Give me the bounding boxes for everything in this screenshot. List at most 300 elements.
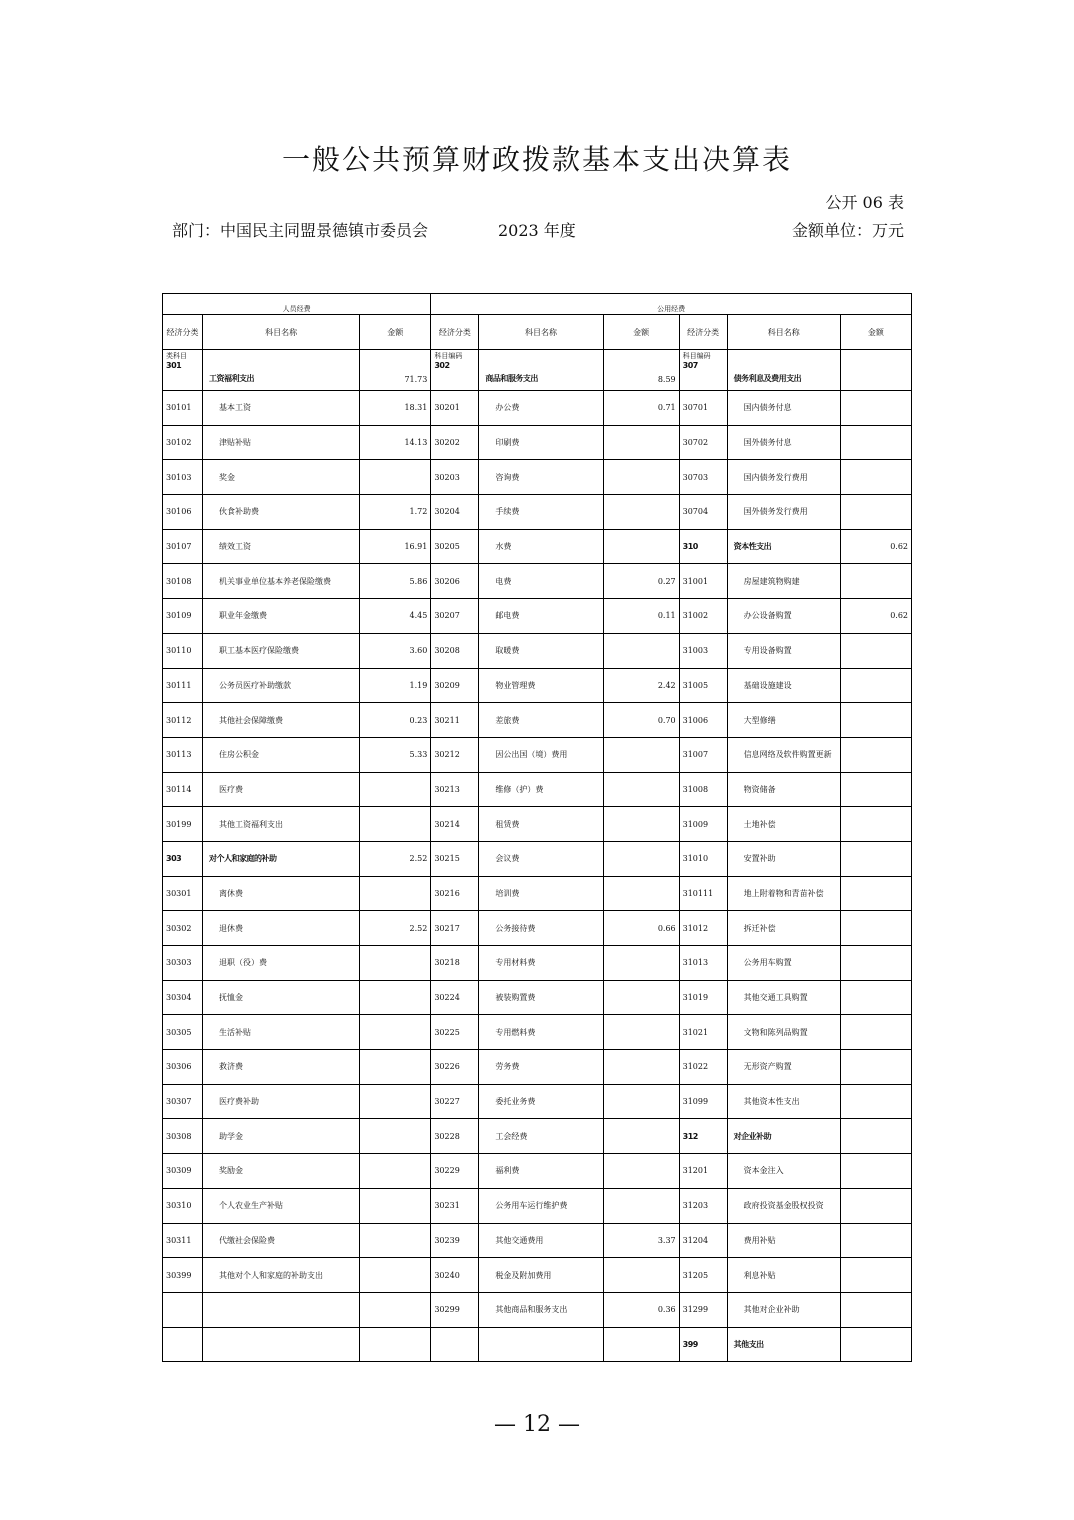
row-code-label: 科目编码 bbox=[434, 352, 463, 360]
header-amount: 金额 bbox=[840, 315, 911, 350]
row-name: 医疗费补助 bbox=[203, 1084, 360, 1119]
row-code-value: 302 bbox=[434, 361, 450, 370]
row-code-value: 31013 bbox=[682, 958, 709, 968]
row-name: 利息补贴 bbox=[727, 1258, 840, 1293]
row-code-value: 30113 bbox=[166, 750, 192, 760]
row-code-value: 30207 bbox=[434, 611, 460, 621]
row-code-value: 312 bbox=[682, 1131, 698, 1141]
row-code bbox=[679, 911, 727, 946]
row-code-value: 30701 bbox=[682, 403, 709, 413]
row-code bbox=[431, 1084, 479, 1119]
row-amount: 3.37 bbox=[603, 1223, 679, 1258]
row-code bbox=[163, 391, 203, 426]
row-code-value: 31203 bbox=[682, 1201, 709, 1211]
row-amount bbox=[840, 1188, 911, 1223]
row-name: 津贴补贴 bbox=[203, 425, 360, 460]
row-name: 其他对个人和家庭的补助支出 bbox=[203, 1258, 360, 1293]
row-code-value: 30309 bbox=[166, 1166, 192, 1176]
row-code bbox=[431, 1154, 479, 1189]
table-row bbox=[163, 425, 912, 460]
row-code-value: 30214 bbox=[434, 819, 460, 829]
row-name bbox=[479, 1327, 603, 1362]
row-amount bbox=[840, 350, 911, 391]
row-amount: 5.86 bbox=[360, 564, 431, 599]
row-code-value: 399 bbox=[682, 1339, 698, 1349]
row-code-value: 30107 bbox=[166, 542, 192, 552]
row-code-value: 30215 bbox=[434, 854, 460, 864]
row-code-value: 30304 bbox=[166, 993, 192, 1003]
row-amount bbox=[603, 1327, 679, 1362]
row-code-value: 31019 bbox=[682, 993, 709, 1003]
table-row bbox=[163, 1154, 912, 1189]
row-code bbox=[679, 841, 727, 876]
row-name: 专用设备购置 bbox=[727, 633, 840, 668]
row-code bbox=[431, 599, 479, 634]
row-name: 伙食补助费 bbox=[203, 495, 360, 530]
row-code bbox=[431, 564, 479, 599]
row-amount: 0.71 bbox=[603, 391, 679, 426]
row-code-value: 30231 bbox=[434, 1201, 460, 1211]
row-code-value: 303 bbox=[166, 854, 182, 864]
row-code-value: 30111 bbox=[166, 680, 192, 690]
row-code-value: 30305 bbox=[166, 1027, 192, 1037]
header-amount: 金额 bbox=[603, 315, 679, 350]
row-code-label: 类科目 bbox=[166, 352, 187, 360]
row-code bbox=[163, 807, 203, 842]
row-code-value: 30213 bbox=[434, 784, 460, 794]
header-name: 科目名称 bbox=[203, 315, 360, 350]
row-amount bbox=[840, 460, 911, 495]
header-name: 科目名称 bbox=[727, 315, 840, 350]
page-number: — 12 — bbox=[494, 1412, 580, 1437]
row-code-value: 30303 bbox=[166, 958, 192, 968]
row-code bbox=[431, 1292, 479, 1327]
row-name bbox=[203, 1292, 360, 1327]
row-name: 政府投资基金股权投资 bbox=[727, 1188, 840, 1223]
row-name: 物业管理费 bbox=[479, 668, 603, 703]
row-code bbox=[679, 703, 727, 738]
row-code-value: 30310 bbox=[166, 1201, 192, 1211]
row-code bbox=[679, 1015, 727, 1050]
table-row bbox=[163, 668, 912, 703]
row-name: 费用补贴 bbox=[727, 1223, 840, 1258]
row-code bbox=[163, 529, 203, 564]
row-code bbox=[679, 980, 727, 1015]
row-code-value: 31021 bbox=[682, 1027, 709, 1037]
row-amount bbox=[360, 807, 431, 842]
row-amount bbox=[840, 737, 911, 772]
table-row bbox=[163, 1015, 912, 1050]
table-row bbox=[163, 1050, 912, 1085]
row-code bbox=[431, 1223, 479, 1258]
header-code: 经济分类 bbox=[163, 315, 203, 350]
form-number: 公开 06 表 bbox=[825, 193, 904, 212]
table-row bbox=[163, 737, 912, 772]
row-name: 地上附着物和青苗补偿 bbox=[727, 876, 840, 911]
row-name: 抚恤金 bbox=[203, 980, 360, 1015]
row-name: 工会经费 bbox=[479, 1119, 603, 1154]
row-name: 生活补贴 bbox=[203, 1015, 360, 1050]
row-code bbox=[431, 841, 479, 876]
row-code bbox=[431, 980, 479, 1015]
row-amount bbox=[840, 1050, 911, 1085]
table-row bbox=[163, 1188, 912, 1223]
row-amount bbox=[840, 1223, 911, 1258]
row-code bbox=[163, 841, 203, 876]
row-code-value: 31204 bbox=[682, 1235, 709, 1245]
row-code-value: 30217 bbox=[434, 923, 460, 933]
row-amount bbox=[360, 1015, 431, 1050]
row-name: 租赁费 bbox=[479, 807, 603, 842]
row-amount: 1.19 bbox=[360, 668, 431, 703]
row-amount bbox=[840, 946, 911, 981]
row-code bbox=[431, 1258, 479, 1293]
row-amount bbox=[360, 1050, 431, 1085]
row-name: 办公设备购置 bbox=[727, 599, 840, 634]
row-code-value: 30218 bbox=[434, 958, 460, 968]
table-row bbox=[163, 564, 912, 599]
row-name: 土地补偿 bbox=[727, 807, 840, 842]
row-name: 差旅费 bbox=[479, 703, 603, 738]
row-amount bbox=[360, 980, 431, 1015]
row-code-value: 30201 bbox=[434, 403, 460, 413]
row-amount bbox=[603, 772, 679, 807]
row-amount bbox=[360, 1292, 431, 1327]
row-name: 其他对企业补助 bbox=[727, 1292, 840, 1327]
row-code bbox=[679, 529, 727, 564]
row-name: 医疗费 bbox=[203, 772, 360, 807]
row-amount bbox=[603, 425, 679, 460]
table-row bbox=[163, 633, 912, 668]
row-amount: 1.72 bbox=[360, 495, 431, 530]
budget-table bbox=[162, 293, 912, 1362]
row-name: 公务员医疗补助缴款 bbox=[203, 668, 360, 703]
row-name: 房屋建筑物购建 bbox=[727, 564, 840, 599]
row-name: 助学金 bbox=[203, 1119, 360, 1154]
row-code bbox=[163, 425, 203, 460]
row-code-value: 31001 bbox=[682, 576, 709, 586]
row-code-value: 30203 bbox=[434, 472, 460, 482]
row-code-value: 30306 bbox=[166, 1062, 192, 1072]
row-amount bbox=[360, 1119, 431, 1154]
row-amount bbox=[840, 633, 911, 668]
row-name: 其他支出 bbox=[727, 1327, 840, 1362]
row-amount bbox=[360, 1327, 431, 1362]
table-row bbox=[163, 807, 912, 842]
row-amount bbox=[840, 1292, 911, 1327]
row-name: 培训费 bbox=[479, 876, 603, 911]
row-amount bbox=[603, 1084, 679, 1119]
row-amount: 0.70 bbox=[603, 703, 679, 738]
row-name: 其他交通工具购置 bbox=[727, 980, 840, 1015]
row-code bbox=[431, 703, 479, 738]
row-amount bbox=[840, 980, 911, 1015]
table-row bbox=[163, 529, 912, 564]
table-row bbox=[163, 350, 912, 391]
row-code bbox=[163, 668, 203, 703]
row-code-value: 31201 bbox=[682, 1166, 709, 1176]
row-code bbox=[431, 425, 479, 460]
row-code-value: 30216 bbox=[434, 888, 460, 898]
row-code-value: 30101 bbox=[166, 403, 192, 413]
row-amount bbox=[603, 807, 679, 842]
row-code-value: 30199 bbox=[166, 819, 192, 829]
row-code bbox=[163, 1119, 203, 1154]
row-code-value: 30103 bbox=[166, 472, 192, 482]
row-amount bbox=[840, 1327, 911, 1362]
row-amount bbox=[840, 1015, 911, 1050]
row-code bbox=[679, 599, 727, 634]
row-code-value: 31009 bbox=[682, 819, 709, 829]
row-code bbox=[163, 1015, 203, 1050]
row-name: 维修（护）费 bbox=[479, 772, 603, 807]
row-code-value: 30227 bbox=[434, 1097, 460, 1107]
row-code-value: 30399 bbox=[166, 1270, 192, 1280]
row-name: 办公费 bbox=[479, 391, 603, 426]
row-amount bbox=[360, 1223, 431, 1258]
row-code bbox=[163, 946, 203, 981]
row-code bbox=[431, 1015, 479, 1050]
row-name: 安置补助 bbox=[727, 841, 840, 876]
row-code bbox=[431, 737, 479, 772]
row-code bbox=[679, 350, 727, 391]
row-amount bbox=[840, 1084, 911, 1119]
year-label: 2023 年度 bbox=[498, 221, 576, 240]
row-code-value: 30106 bbox=[166, 507, 192, 517]
row-amount: 0.66 bbox=[603, 911, 679, 946]
row-amount bbox=[360, 1188, 431, 1223]
row-amount bbox=[840, 807, 911, 842]
row-code bbox=[679, 737, 727, 772]
row-code-value: 30311 bbox=[166, 1235, 192, 1245]
header-name: 科目名称 bbox=[479, 315, 603, 350]
table-row bbox=[163, 1327, 912, 1362]
row-code-value: 310111 bbox=[682, 888, 714, 898]
row-amount bbox=[360, 772, 431, 807]
row-name: 公务用车购置 bbox=[727, 946, 840, 981]
table-row bbox=[163, 946, 912, 981]
row-amount bbox=[603, 1015, 679, 1050]
row-code-value: 30102 bbox=[166, 438, 192, 448]
row-name: 工资福利支出 bbox=[203, 350, 360, 391]
row-code-value: 30225 bbox=[434, 1027, 460, 1037]
row-name: 被装购置费 bbox=[479, 980, 603, 1015]
row-code bbox=[679, 1258, 727, 1293]
row-name: 其他工资福利支出 bbox=[203, 807, 360, 842]
row-code-value: 30302 bbox=[166, 923, 192, 933]
row-code-value: 30226 bbox=[434, 1062, 460, 1072]
header-code: 经济分类 bbox=[431, 315, 479, 350]
row-code-value: 31010 bbox=[682, 854, 709, 864]
row-code bbox=[679, 1119, 727, 1154]
row-code bbox=[679, 1050, 727, 1085]
row-code bbox=[431, 495, 479, 530]
row-amount bbox=[603, 841, 679, 876]
row-name: 国内债务发行费用 bbox=[727, 460, 840, 495]
row-code-value: 30114 bbox=[166, 784, 192, 794]
row-code-value: 30110 bbox=[166, 646, 192, 656]
row-amount bbox=[840, 772, 911, 807]
row-name: 公务接待费 bbox=[479, 911, 603, 946]
row-name: 对企业补助 bbox=[727, 1119, 840, 1154]
row-code bbox=[163, 460, 203, 495]
row-code bbox=[431, 911, 479, 946]
row-code bbox=[431, 633, 479, 668]
table-row bbox=[163, 391, 912, 426]
row-amount: 0.11 bbox=[603, 599, 679, 634]
row-amount bbox=[840, 876, 911, 911]
row-code bbox=[679, 1223, 727, 1258]
row-amount bbox=[603, 876, 679, 911]
row-code-value: 30209 bbox=[434, 680, 460, 690]
row-amount bbox=[840, 564, 911, 599]
row-amount bbox=[360, 1084, 431, 1119]
row-name: 资本性支出 bbox=[727, 529, 840, 564]
row-amount: 2.42 bbox=[603, 668, 679, 703]
row-code-value: 30240 bbox=[434, 1270, 460, 1280]
row-code-value: 31007 bbox=[682, 750, 709, 760]
row-name: 债务利息及费用支出 bbox=[727, 350, 840, 391]
row-code bbox=[163, 1050, 203, 1085]
row-code bbox=[431, 391, 479, 426]
row-name: 拆迁补偿 bbox=[727, 911, 840, 946]
row-name: 劳务费 bbox=[479, 1050, 603, 1085]
column-header-row bbox=[163, 315, 912, 350]
row-name: 印刷费 bbox=[479, 425, 603, 460]
row-code bbox=[431, 350, 479, 391]
row-name: 公务用车运行维护费 bbox=[479, 1188, 603, 1223]
row-code-value: 30301 bbox=[166, 888, 192, 898]
row-name: 对个人和家庭的补助 bbox=[203, 841, 360, 876]
row-code-value: 31022 bbox=[682, 1062, 709, 1072]
row-code bbox=[163, 737, 203, 772]
row-name: 手续费 bbox=[479, 495, 603, 530]
row-code bbox=[163, 980, 203, 1015]
row-name: 奖励金 bbox=[203, 1154, 360, 1189]
row-amount bbox=[840, 841, 911, 876]
row-code-value: 30239 bbox=[434, 1235, 460, 1245]
row-amount bbox=[360, 1258, 431, 1293]
row-amount bbox=[840, 1119, 911, 1154]
row-code bbox=[431, 1188, 479, 1223]
row-code-value: 30211 bbox=[434, 715, 460, 725]
row-name: 其他商品和服务支出 bbox=[479, 1292, 603, 1327]
row-code bbox=[679, 460, 727, 495]
row-amount bbox=[840, 495, 911, 530]
row-amount: 71.73 bbox=[360, 350, 431, 391]
row-code-value: 310 bbox=[682, 542, 698, 552]
row-code bbox=[679, 391, 727, 426]
row-amount: 2.52 bbox=[360, 841, 431, 876]
row-name: 代缴社会保险费 bbox=[203, 1223, 360, 1258]
table-row bbox=[163, 599, 912, 634]
row-code bbox=[679, 425, 727, 460]
row-amount bbox=[840, 425, 911, 460]
row-amount: 0.62 bbox=[840, 529, 911, 564]
row-name: 职工基本医疗保险缴费 bbox=[203, 633, 360, 668]
row-name: 水费 bbox=[479, 529, 603, 564]
row-amount bbox=[360, 876, 431, 911]
row-amount: 0.27 bbox=[603, 564, 679, 599]
row-name: 大型修缮 bbox=[727, 703, 840, 738]
row-code bbox=[679, 876, 727, 911]
row-name: 退休费 bbox=[203, 911, 360, 946]
row-code-value: 31003 bbox=[682, 646, 709, 656]
row-name: 基本工资 bbox=[203, 391, 360, 426]
row-code bbox=[679, 1084, 727, 1119]
row-code-value: 30702 bbox=[682, 438, 709, 448]
row-amount bbox=[603, 1050, 679, 1085]
row-amount: 18.31 bbox=[360, 391, 431, 426]
row-code bbox=[431, 460, 479, 495]
group-header-public: 公用经费 bbox=[431, 294, 912, 315]
table-row bbox=[163, 841, 912, 876]
table-row bbox=[163, 1223, 912, 1258]
group-header-personnel: 人员经费 bbox=[163, 294, 431, 315]
row-amount: 4.45 bbox=[360, 599, 431, 634]
row-name: 机关事业单位基本养老保险缴费 bbox=[203, 564, 360, 599]
row-code bbox=[679, 772, 727, 807]
table-row bbox=[163, 1084, 912, 1119]
row-code bbox=[163, 772, 203, 807]
row-code bbox=[163, 564, 203, 599]
row-code-value: 30299 bbox=[434, 1305, 460, 1315]
row-code bbox=[679, 1292, 727, 1327]
row-name: 离休费 bbox=[203, 876, 360, 911]
row-amount bbox=[360, 460, 431, 495]
unit-label: 金额单位：万元 bbox=[791, 221, 904, 240]
row-amount bbox=[603, 1119, 679, 1154]
row-name: 基础设施建设 bbox=[727, 668, 840, 703]
row-amount bbox=[840, 1154, 911, 1189]
header-amount: 金额 bbox=[360, 315, 431, 350]
row-amount: 0.62 bbox=[840, 599, 911, 634]
row-code bbox=[679, 633, 727, 668]
table-row bbox=[163, 1258, 912, 1293]
header-code: 经济分类 bbox=[679, 315, 727, 350]
row-name: 专用材料费 bbox=[479, 946, 603, 981]
row-amount bbox=[603, 980, 679, 1015]
row-name: 电费 bbox=[479, 564, 603, 599]
row-name bbox=[203, 1327, 360, 1362]
row-name: 福利费 bbox=[479, 1154, 603, 1189]
row-amount bbox=[603, 460, 679, 495]
row-code-value: 31299 bbox=[682, 1305, 709, 1315]
table-row bbox=[163, 1292, 912, 1327]
department-label: 部门：中国民主同盟景德镇市委员会 bbox=[172, 221, 429, 240]
row-code bbox=[679, 1327, 727, 1362]
row-code bbox=[163, 1258, 203, 1293]
row-name: 救济费 bbox=[203, 1050, 360, 1085]
row-code bbox=[163, 1188, 203, 1223]
row-code-value: 30208 bbox=[434, 646, 460, 656]
row-code-value: 30308 bbox=[166, 1131, 192, 1141]
row-code-value: 30112 bbox=[166, 715, 192, 725]
table-row bbox=[163, 772, 912, 807]
row-amount bbox=[840, 911, 911, 946]
row-name: 国内债务付息 bbox=[727, 391, 840, 426]
row-code bbox=[431, 772, 479, 807]
row-code bbox=[679, 946, 727, 981]
row-code bbox=[431, 668, 479, 703]
row-name: 咨询费 bbox=[479, 460, 603, 495]
row-name: 个人农业生产补贴 bbox=[203, 1188, 360, 1223]
row-code bbox=[679, 668, 727, 703]
row-code-value: 31005 bbox=[682, 680, 709, 690]
row-name: 职业年金缴费 bbox=[203, 599, 360, 634]
row-amount bbox=[360, 1154, 431, 1189]
row-name: 无形资产购置 bbox=[727, 1050, 840, 1085]
